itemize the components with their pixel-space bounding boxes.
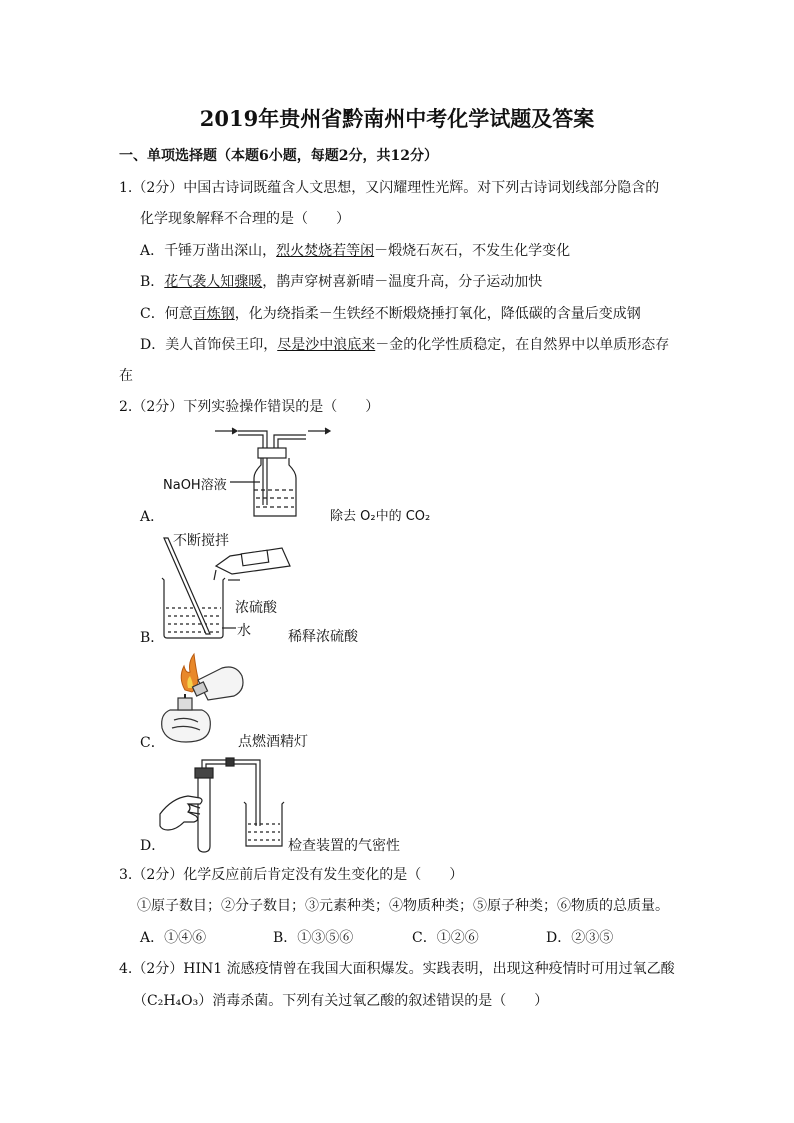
page-title: 2019年贵州省黔南州中考化学试题及答案 bbox=[199, 106, 595, 131]
q4-stem-line2: （C₂H₄O₃）消毒杀菌。下列有关过氧乙酸的叙述错误的是（ ） bbox=[133, 993, 549, 1009]
airtightness-check-figure bbox=[158, 758, 288, 853]
option-explanation: －金的化学性质稳定，在自然界中以单质形态存 bbox=[375, 337, 670, 353]
q4-stem-line1: 4.（2分）HIN1 流感疫情曾在我国大面积爆发。实践表明，出现这种疫情时可用过氧乙酸 bbox=[119, 961, 675, 977]
q1-option-b[interactable] bbox=[140, 271, 542, 291]
water-label: 水 bbox=[237, 623, 251, 639]
q2-option-c-letter[interactable]: C． bbox=[140, 735, 165, 751]
option-explanation: －煅烧石灰石，不发生化学变化 bbox=[374, 243, 571, 259]
q1-stem-line1: 1.（2分）中国古诗词既蕴含人文思想，又闪耀理性光辉。对下列古诗词划线部分隐含的 bbox=[119, 180, 660, 196]
naoh-solution-label: NaOH溶液 bbox=[163, 478, 227, 493]
q1-option-a[interactable] bbox=[140, 240, 570, 260]
q2-option-d-letter[interactable]: D． bbox=[140, 838, 166, 854]
q2-option-b-letter[interactable]: B． bbox=[140, 630, 165, 646]
q3-stem: 3.（2分）化学反应前后肯定没有发生变化的是（ ） bbox=[119, 867, 464, 883]
q3-option-a[interactable]: A．①④⑥ bbox=[140, 930, 207, 946]
underlined-verse: 百炼钢 bbox=[192, 306, 235, 322]
q2-option-d-caption: 检查装置的气密性 bbox=[288, 838, 400, 854]
concentrated-acid-label: 浓硫酸 bbox=[235, 600, 277, 616]
q2-option-a-letter[interactable]: A． bbox=[140, 509, 165, 525]
q1-option-c[interactable] bbox=[140, 303, 641, 323]
q3-option-d[interactable]: D．②③⑤ bbox=[546, 930, 614, 946]
underlined-verse: 花气袭人知骤暖 bbox=[164, 274, 263, 290]
q2-option-b-caption: 稀释浓硫酸 bbox=[288, 629, 358, 645]
q3-option-b[interactable]: B．①③⑤⑥ bbox=[273, 930, 354, 946]
underlined-verse: 烈火焚烧若等闲 bbox=[276, 243, 375, 259]
section-heading: 一、单项选择题（本题6小题，每题2分，共12分） bbox=[119, 148, 438, 164]
option-prefix: C．何意 bbox=[140, 306, 193, 322]
q1-option-d-continued: 在 bbox=[119, 368, 133, 384]
option-explanation: ，鹊声穿树喜新晴－温度升高，分子运动加快 bbox=[262, 274, 543, 290]
q1-stem-line2: 化学现象解释不合理的是（ ） bbox=[140, 211, 350, 227]
option-prefix: A．千锤万凿出深山， bbox=[140, 243, 277, 259]
q2-stem: 2.（2分）下列实验操作错误的是（ ） bbox=[119, 399, 380, 415]
stir-label: 不断搅拌 bbox=[173, 533, 229, 549]
q2-option-a-caption: 除去 O₂中的 CO₂ bbox=[330, 509, 431, 524]
option-prefix: B． bbox=[140, 274, 165, 290]
underlined-verse: 尽是沙中浪底来 bbox=[277, 337, 376, 353]
alcohol-lamp-figure bbox=[150, 650, 250, 745]
q3-items: ①原子数目；②分子数目；③元素种类；④物质种类；⑤原子种类；⑥物质的总质量。 bbox=[137, 898, 669, 914]
q1-option-d[interactable] bbox=[140, 334, 669, 354]
q3-option-c[interactable]: C．①②⑥ bbox=[412, 930, 479, 946]
q2-option-c-caption: 点燃酒精灯 bbox=[238, 734, 308, 750]
option-explanation: ，化为绕指柔－生铁经不断煅烧捶打氧化，降低碳的含量后变成钢 bbox=[234, 306, 641, 322]
option-prefix: D．美人首饰侯王印， bbox=[140, 337, 278, 353]
